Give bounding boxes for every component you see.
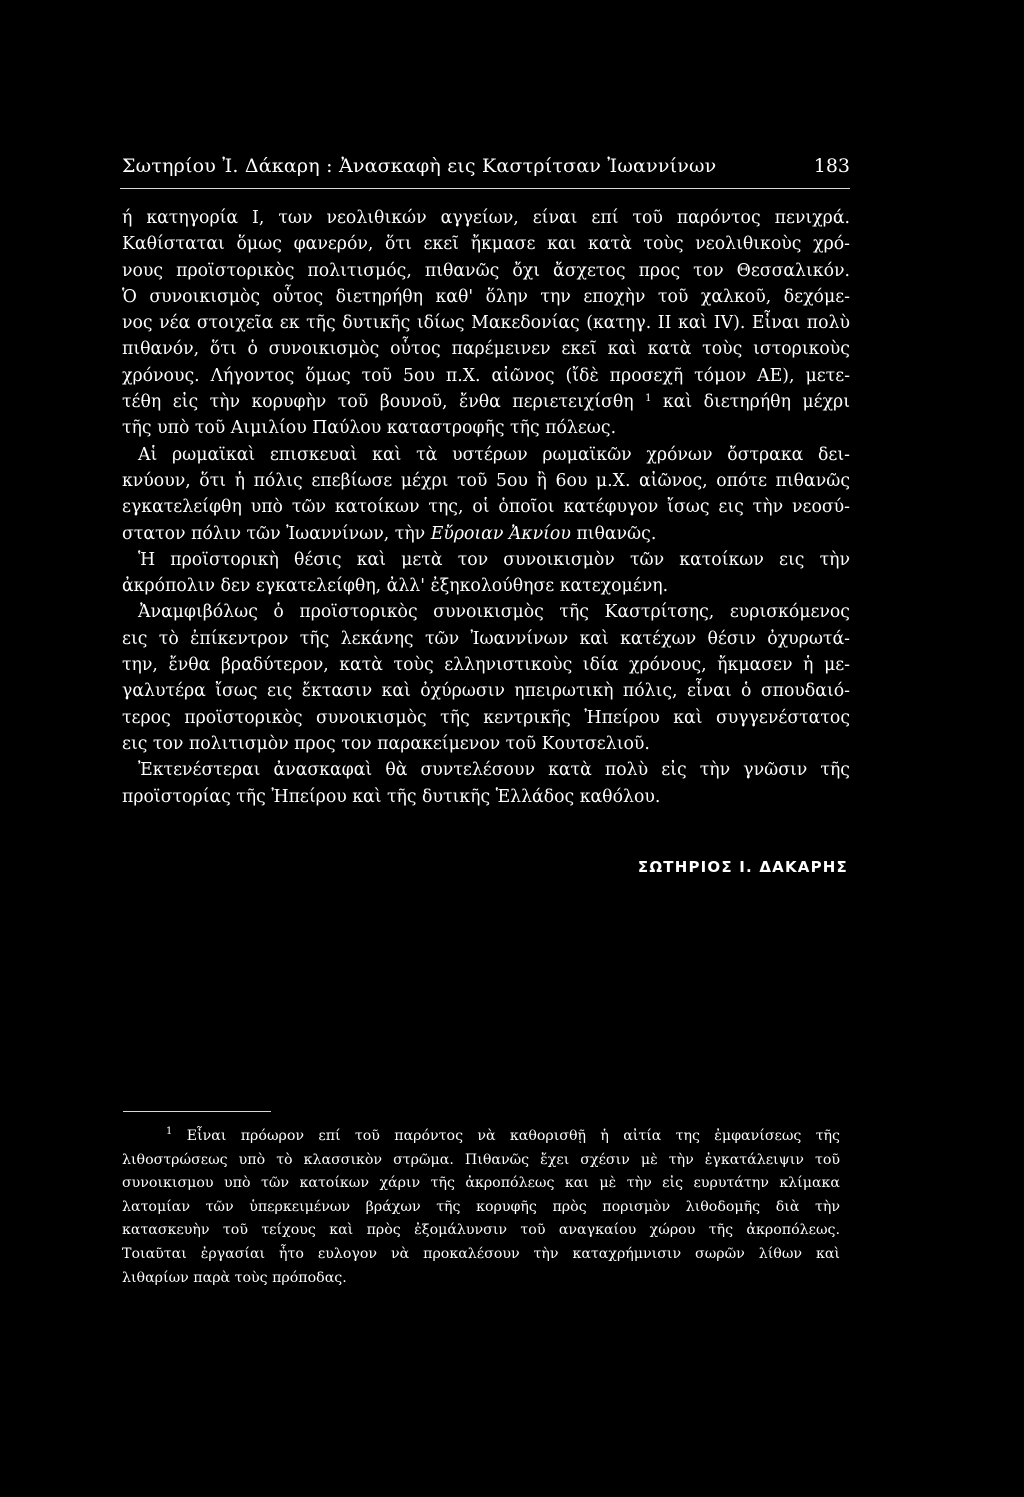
footnote-line: συνοικισμου υπὸ τῶν κατοίκων χάριν τῆς ἀκροπόλεως και μὲ τὴν εἰς ευρυτάτην κλίμακα — [122, 1175, 840, 1192]
body-line: χρόνους. Λήγοντος ὅμως τοῦ 5ου π.Χ. αἰῶνος (ἴδὲ προσεχῆ τόμον ΑΕ), μετε- — [122, 365, 850, 386]
header-rule — [120, 188, 850, 189]
body-line: νους προϊστορικὸς πολιτισμός, πιθανῶς ὄχι ἄσχετος προς τον Θεσσαλικόν. — [122, 260, 850, 281]
footnote-marker: 1 — [166, 1126, 173, 1137]
body-line-part: πιθανῶς. — [576, 523, 657, 544]
page-number: 183 — [813, 155, 850, 177]
body-line: προϊστορίας τῆς Ἠπείρου καὶ τῆς δυτικῆς Ἑλλάδος καθόλου. — [122, 786, 661, 807]
footnote-line: κατασκευὴν τοῦ τείχους καὶ πρὸς ἐξομάλυνσιν τοῦ αναγκαίου χώρου τῆς ἀκροπόλεως. — [122, 1222, 840, 1239]
footnote-line: λατομίαν τῶν ὑπερκειμένων βράχων τῆς κορυφῆς πρὸς πορισμὸν λιθοδομῆς διὰ τὴν — [122, 1198, 840, 1215]
footnote-line: λιθαρίων παρὰ τοὺς πρόποδας. — [122, 1269, 347, 1286]
footnote-reference[interactable]: 1 — [645, 393, 652, 405]
italic-place-name: Εὔροιαν Ἀκνίου — [430, 523, 571, 544]
body-line-part: καὶ διετηρήθη μέχρι — [662, 392, 850, 413]
body-line: Ἡ προϊστορικὴ θέσις καὶ μετὰ τον συνοικισμὸν τῶν κατοίκων εις τὴν — [138, 549, 850, 570]
footnote-rule — [123, 1111, 271, 1112]
body-line-with-footnote — [122, 389, 850, 415]
body-line-with-italic — [122, 521, 850, 547]
footnote — [122, 1125, 840, 1290]
body-line: τῆς υπὸ τοῦ Αιμιλίου Παύλου καταστροφῆς τῆς πόλεως. — [122, 418, 617, 439]
body-line-part: τέθη εἰς τὴν κορυφὴν τοῦ βουνοῦ, ἔνθα περιετειχίσθη — [122, 392, 634, 413]
footnote-line-text: Εἶναι πρόωρον επί τοῦ παρόντος νὰ καθορισθῇ ἡ αἰτία της ἐμφανίσεως τῆς — [186, 1128, 840, 1144]
running-header — [122, 155, 850, 183]
body-line: ἀκρόπολιν δεν εγκατελείφθη, ἀλλ' ἐξηκολούθησε κατεχομένη. — [122, 576, 669, 597]
body-line-part: στατον πόλιν τῶν Ἰωαννίνων, τὴν — [122, 523, 426, 544]
footnote-line — [122, 1125, 840, 1149]
body-line: τερος προϊστορικὸς συνοικισμὸς τῆς κεντρικῆς Ἠπείρου καὶ συγγενέστατος — [122, 707, 850, 728]
body-line: ή κατηγορία I, των νεολιθικών αγγείων, είναι επί τοῦ παρόντος πενιχρά. — [122, 208, 850, 228]
body-line: νος νέα στοιχεῖα εκ τῆς δυτικῆς ιδίως Μακεδονίας (κατηγ. II καὶ IV). Εἶναι πολὺ — [122, 313, 850, 334]
body-line: Ὁ συνοικισμὸς οὗτος διετηρήθη καθ' ὅλην την εποχὴν τοῦ χαλκοῦ, δεχόμε- — [122, 286, 850, 307]
body-line: Ἐκτενέστεραι ἀνασκαφαὶ θὰ συντελέσουν κατὰ πολὺ εἰς τὴν γνῶσιν τῆς — [138, 760, 850, 781]
body-line: εις τὸ ἐπίκεντρον τῆς λεκάνης τῶν Ἰωαννίνων καὶ κατέχων θέσιν ὀχυρωτά- — [122, 628, 850, 649]
body-line: Ἀναμφιβόλως ὁ προϊστορικὸς συνοικισμὸς τῆς Καστρίτσης, ευρισκόμενος — [138, 602, 850, 623]
body-line: Αἱ ρωμαϊκαὶ επισκευαὶ καὶ τὰ υστέρων ρωμαϊκῶν χρόνων ὄστρακα δει- — [138, 444, 850, 465]
footnote-line: Τοιαῦται ἐργασίαι ἦτο ευλογον νὰ προκαλέσουν τὴν καταχρήμνισιν σωρῶν λίθων καὶ — [122, 1245, 840, 1262]
body-line: εις τον πολιτισμὸν προς τον παρακείμενον τοῦ Κουτσελιοῦ. — [122, 733, 650, 754]
footnote-line: λιθοστρώσεως υπὸ τὸ κλασσικὸν στρῶμα. Πιθανῶς ἔχει σχέσιν μὲ τὴν ἐγκατάλειψιν τοῦ — [122, 1151, 840, 1168]
author-signature: ΣΩΤΗΡΙΟΣ Ι. ΔΑΚΑΡΗΣ — [637, 858, 848, 876]
body-text — [122, 205, 850, 810]
body-line: πιθανόν, ὅτι ὁ συνοικισμὸς οὗτος παρέμεινεν εκεῖ καὶ κατὰ τοὺς ιστορικοὺς — [122, 339, 850, 360]
body-line: γαλυτέρα ἴσως εις ἔκτασιν καὶ ὀχύρωσιν ηπειρωτικὴ πόλις, εἶναι ὁ σπουδαιό- — [122, 681, 850, 702]
body-line: την, ἔνθα βραδύτερον, κατὰ τοὺς ελληνιστικοὺς ιδία χρόνους, ἤκμασεν ἡ με- — [122, 655, 850, 676]
body-line: εγκατελείφθη υπὸ τῶν κατοίκων της, οἱ ὁποῖοι κατέφυγον ἴσως εις τὴν νεοσύ- — [122, 497, 850, 518]
body-line: Καθίσταται ὅμως φανερόν, ὅτι εκεῖ ἤκμασε και κατὰ τοὺς νεολιθικοὺς χρό- — [122, 234, 850, 255]
body-line: κνύουν, ὅτι ἡ πόλις επεβίωσε μέχρι τοῦ 5ου ἢ 6ου μ.Χ. αἰῶνος, οπότε πιθανῶς — [122, 470, 850, 491]
header-title: Σωτηρίου Ἰ. Δάκαρη : Ἀνασκαφὴ εις Καστρίτσαν Ἰωαννίνων — [122, 155, 717, 177]
